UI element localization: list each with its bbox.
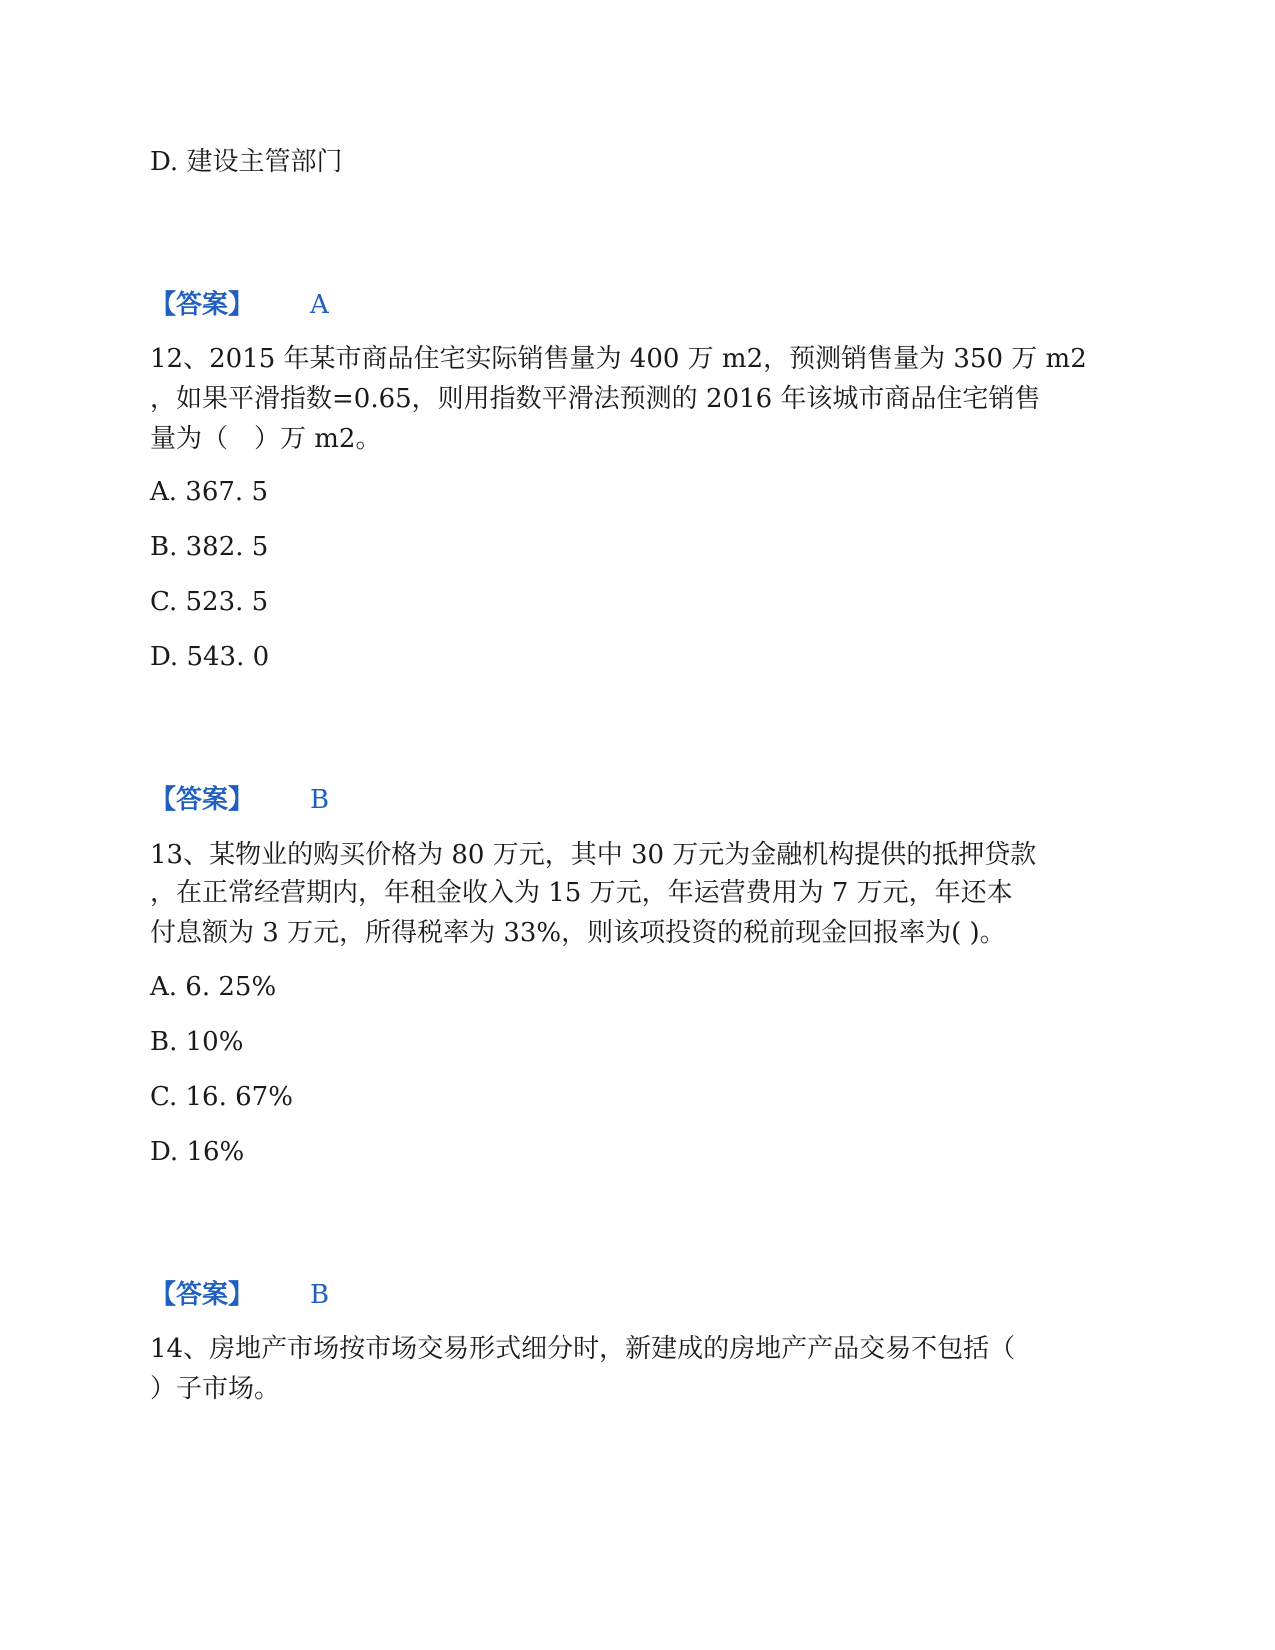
question-12-line-1: 12、2015 年某市商品住宅实际销售量为 400 万 m2，预测销售量为 350 万 m2 [150, 344, 1087, 374]
question-12-option-c: C. 523. 5 [150, 587, 269, 617]
answer-label: 【答案】 [150, 1280, 255, 1310]
question-13-option-b: B. 10% [150, 1027, 244, 1057]
question-12-line-3: 量为（ ）万 m2。 [150, 424, 382, 454]
question-12-line-2: ，如果平滑指数=0.65，则用指数平滑法预测的 2016 年该城市商品住宅销售 [150, 384, 1041, 414]
answer-q12 [150, 785, 329, 815]
answer-value: B [310, 785, 330, 815]
answer-q13 [150, 1280, 329, 1310]
answer-label: 【答案】 [150, 290, 255, 320]
question-12-option-d: D. 543. 0 [150, 642, 270, 672]
answer-value: A [310, 290, 329, 320]
answer-q11 [150, 290, 329, 320]
question-14-line-1: 14、房地产市场按市场交易形式细分时，新建成的房地产产品交易不包括（ [150, 1334, 1016, 1364]
answer-label: 【答案】 [150, 785, 255, 815]
question-13-option-a: A. 6. 25% [150, 972, 277, 1002]
answer-value: B [310, 1280, 330, 1310]
option-d-prev: D. 建设主管部门 [150, 147, 343, 177]
question-13-line-1: 13、某物业的购买价格为 80 万元，其中 30 万元为金融机构提供的抵押贷款 [150, 840, 1037, 870]
question-14-line-2: ）子市场。 [150, 1374, 281, 1404]
question-12-option-b: B. 382. 5 [150, 532, 269, 562]
question-13-line-3: 付息额为 3 万元，所得税率为 33%，则该项投资的税前现金回报率为( )。 [150, 918, 1006, 948]
question-12-option-a: A. 367. 5 [150, 477, 269, 507]
question-13-line-2: ，在正常经营期内，年租金收入为 15 万元，年运营费用为 7 万元，年还本 [150, 878, 1013, 908]
question-13-option-d: D. 16% [150, 1137, 245, 1167]
question-13-option-c: C. 16. 67% [150, 1082, 293, 1112]
